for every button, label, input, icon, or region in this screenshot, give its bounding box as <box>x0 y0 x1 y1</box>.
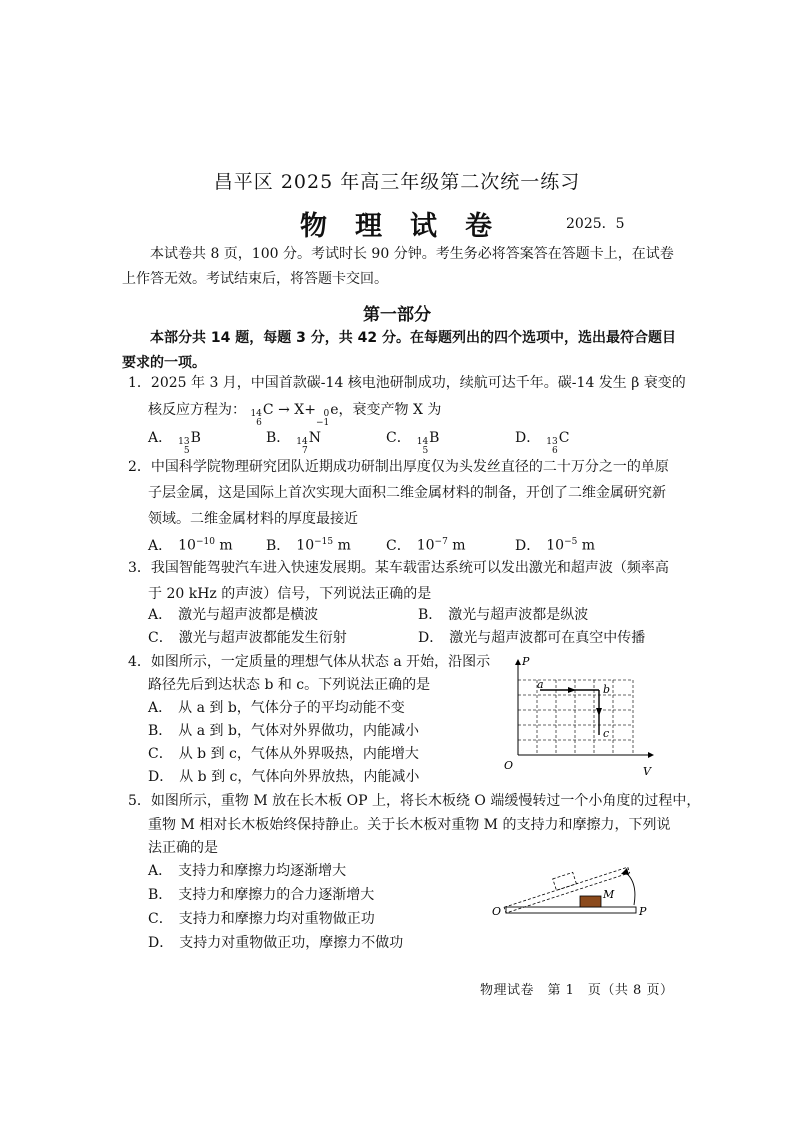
option-4a[interactable] <box>148 696 405 721</box>
option-label: B． <box>266 430 291 446</box>
question-2-line3: 领域。二维金属材料的厚度最接近 <box>148 511 358 527</box>
option-label: C． <box>386 537 411 554</box>
question-1-line2 <box>148 398 441 428</box>
option-2a[interactable] <box>148 530 233 559</box>
exam-intro: 本试卷共 8 页，100 分。考试时长 90 分钟。考生务必将答案答在答题卡上，在试卷上作答无效。考试结束后，将答题卡交回。 <box>122 246 674 287</box>
option-5b[interactable] <box>148 883 374 908</box>
option-text: 从 a 到 b，气体对外界做功，内能减小 <box>178 723 419 739</box>
base: 10 <box>178 537 196 554</box>
exponent: −7 <box>434 537 448 547</box>
question-number: 4． <box>128 654 151 670</box>
charge-number: 5 <box>422 446 429 456</box>
exponent: −5 <box>564 537 578 547</box>
question-5-line3: 法正确的是 <box>148 840 218 856</box>
unit: m <box>337 537 351 554</box>
plank-diagram <box>488 852 658 924</box>
option-5c[interactable] <box>148 907 375 932</box>
option-label: A． <box>148 537 173 554</box>
option-1d[interactable] <box>515 426 569 456</box>
point-a-label: a <box>537 678 544 691</box>
p-label: P <box>522 655 530 668</box>
rotated-plank <box>500 856 629 913</box>
option-text: 激光与超声波都是横波 <box>178 607 319 623</box>
p-axis-arrow-icon <box>515 659 521 665</box>
option-label: A． <box>148 863 173 879</box>
question-2-line2: 子层金属，这是国际上首次实现大面积二维金属材料的制备，开创了二维金属研究新 <box>148 485 666 501</box>
option-label: A． <box>148 430 173 446</box>
option-4b[interactable] <box>148 719 419 744</box>
charge-number: 5 <box>183 446 190 456</box>
element-symbol: B <box>429 430 440 446</box>
option-label: B． <box>148 723 173 739</box>
unit: m <box>452 537 466 554</box>
equation-electron <box>316 398 339 428</box>
question-3-line1 <box>128 556 669 581</box>
part1-title: 第一部分 <box>363 305 431 325</box>
charge-number: 6 <box>551 446 558 456</box>
mass-number: 0 <box>323 409 330 419</box>
pv-diagram <box>496 655 666 780</box>
option-label: B． <box>418 607 443 623</box>
option-label: D． <box>148 935 174 951</box>
option-text: 从 a 到 b，气体分子的平均动能不变 <box>178 700 405 716</box>
charge-number: −1 <box>315 418 330 428</box>
point-o-label: O <box>492 905 502 918</box>
v-label: V <box>643 765 651 778</box>
option-1a[interactable] <box>148 426 201 456</box>
rotation-arrow-icon <box>621 868 629 875</box>
option-label: C． <box>148 911 173 927</box>
option-1b[interactable] <box>266 426 321 456</box>
point-b-label: b <box>603 683 611 696</box>
option-text: 从 b 到 c，气体从外界吸热，内能增大 <box>178 746 419 762</box>
question-number: 1． <box>128 375 151 391</box>
option-label: B． <box>266 537 291 554</box>
unit: m <box>581 537 596 554</box>
question-number: 2． <box>128 459 151 475</box>
element-symbol: C <box>558 430 570 446</box>
option-3b[interactable] <box>418 603 588 628</box>
mass-number: 14 <box>416 437 429 447</box>
mass-block <box>580 896 601 907</box>
mass-number: 14 <box>296 437 308 447</box>
equation-carbon <box>250 398 273 428</box>
element-symbol: e <box>330 402 339 418</box>
exponent: −10 <box>195 537 215 547</box>
question-stem: 我国智能驾驶汽车进入快速发展期。某车载雷达系统可以发出激光和超声波（频率高 <box>150 560 669 576</box>
option-label: C． <box>148 630 173 646</box>
unit: m <box>219 537 233 554</box>
question-3-line2: 于 20 kHz 的声波）信号，下列说法正确的是 <box>148 586 432 602</box>
option-text: 支持力和摩擦力的合力逐渐增大 <box>178 887 375 903</box>
rotated-block <box>553 872 577 890</box>
question-4-line1 <box>128 650 490 675</box>
option-text: 支持力和摩擦力均对重物做正功 <box>178 911 375 927</box>
option-text: 支持力对重物做正功，摩擦力不做功 <box>179 935 404 951</box>
part1-description: 本部分共 14 题，每题 3 分，共 42 分。在每题列出的四个选项中，选出最符合题目要求的一项。 <box>122 330 676 371</box>
option-label: C． <box>386 430 411 446</box>
question-stem: 如图所示，一定质量的理想气体从状态 a 开始，沿图示 <box>150 654 491 670</box>
option-label: D． <box>418 630 444 646</box>
point-c-label: c <box>603 727 610 740</box>
option-3d[interactable] <box>418 626 645 651</box>
option-text: 支持力和摩擦力均逐渐增大 <box>178 863 347 879</box>
option-1c[interactable] <box>386 426 439 456</box>
arrow-down-icon <box>596 708 602 716</box>
mass-number: 13 <box>178 437 190 447</box>
mass-label: M <box>603 888 615 901</box>
rotation-arc <box>625 872 635 905</box>
option-2b[interactable] <box>266 530 351 559</box>
option-4d[interactable] <box>148 765 419 790</box>
question-stem: 2025 年 3 月，中国首款碳-14 核电池研制成功，续航可达千年。碳-14 发生 β 衰变的 <box>150 375 686 391</box>
page-footer: 物理试卷 第 1 页（共 8 页） <box>480 983 674 998</box>
question-number: 3． <box>128 560 151 576</box>
point-p-label: P <box>639 905 647 918</box>
option-5a[interactable] <box>148 859 346 884</box>
question-1-line1 <box>128 371 686 396</box>
element-symbol: N <box>308 430 321 446</box>
option-text: 激光与超声波都能发生衍射 <box>178 630 347 646</box>
exponent: −15 <box>314 537 334 547</box>
option-4c[interactable] <box>148 742 419 767</box>
charge-number: 7 <box>302 446 308 456</box>
base: 10 <box>546 537 565 554</box>
question-5-line2: 重物 M 相对长木板始终保持静止。关于长木板对重物 M 的支持力和摩擦力，下列说 <box>148 817 671 833</box>
question-4-line2: 路径先后到达状态 b 和 c。下列说法正确的是 <box>148 677 431 693</box>
exam-date: 2025．5 <box>566 216 625 232</box>
mass-number: 13 <box>546 437 558 447</box>
arrow: → <box>278 402 290 418</box>
charge-number: 6 <box>256 418 262 428</box>
option-2c[interactable] <box>386 530 466 559</box>
option-5d[interactable] <box>148 931 403 956</box>
option-label: B． <box>148 887 173 903</box>
option-label: A． <box>148 700 173 716</box>
base: 10 <box>416 537 435 554</box>
element-symbol: B <box>190 430 201 446</box>
option-3a[interactable] <box>148 603 318 628</box>
option-label: D． <box>515 430 541 446</box>
option-text: 从 b 到 c，气体向外界放热，内能减小 <box>179 769 420 785</box>
plank-op <box>506 907 636 913</box>
option-text: 激光与超声波都是纵波 <box>448 607 589 623</box>
origin-label: O <box>504 759 514 772</box>
question-number: 5． <box>128 793 151 809</box>
question-stem: 如图所示，重物 M 放在长木板 OP 上，将长木板绕 O 端缓慢转过一个小角度的过程中， <box>150 793 701 809</box>
option-2d[interactable] <box>515 530 595 559</box>
process-path <box>540 690 599 735</box>
option-3c[interactable] <box>148 626 347 651</box>
element-symbol: C <box>262 402 274 418</box>
question-stem: 中国科学院物理研究团队近期成功研制出厚度仅为头发丝直径的二十万分之一的单原 <box>150 459 669 475</box>
option-label: D． <box>148 769 174 785</box>
stem-suffix: ，衰变产物 X 为 <box>338 402 442 418</box>
subject-title: 物理试卷 <box>300 211 520 242</box>
option-label: C． <box>148 746 173 762</box>
question-2-line1 <box>128 455 669 480</box>
grid <box>518 680 633 755</box>
option-text: 激光与超声波都可在真空中传播 <box>449 630 646 646</box>
base: 10 <box>296 537 315 554</box>
v-axis-arrow-icon <box>648 752 654 758</box>
product: X+ <box>294 402 316 418</box>
stem-prefix: 核反应方程为： <box>148 402 246 418</box>
mass-number: 14 <box>250 409 262 419</box>
option-label: A． <box>148 607 173 623</box>
exam-title: 昌平区 2025 年高三年级第二次统一练习 <box>213 171 581 193</box>
question-5-line1 <box>128 789 700 814</box>
option-label: D． <box>515 537 541 554</box>
